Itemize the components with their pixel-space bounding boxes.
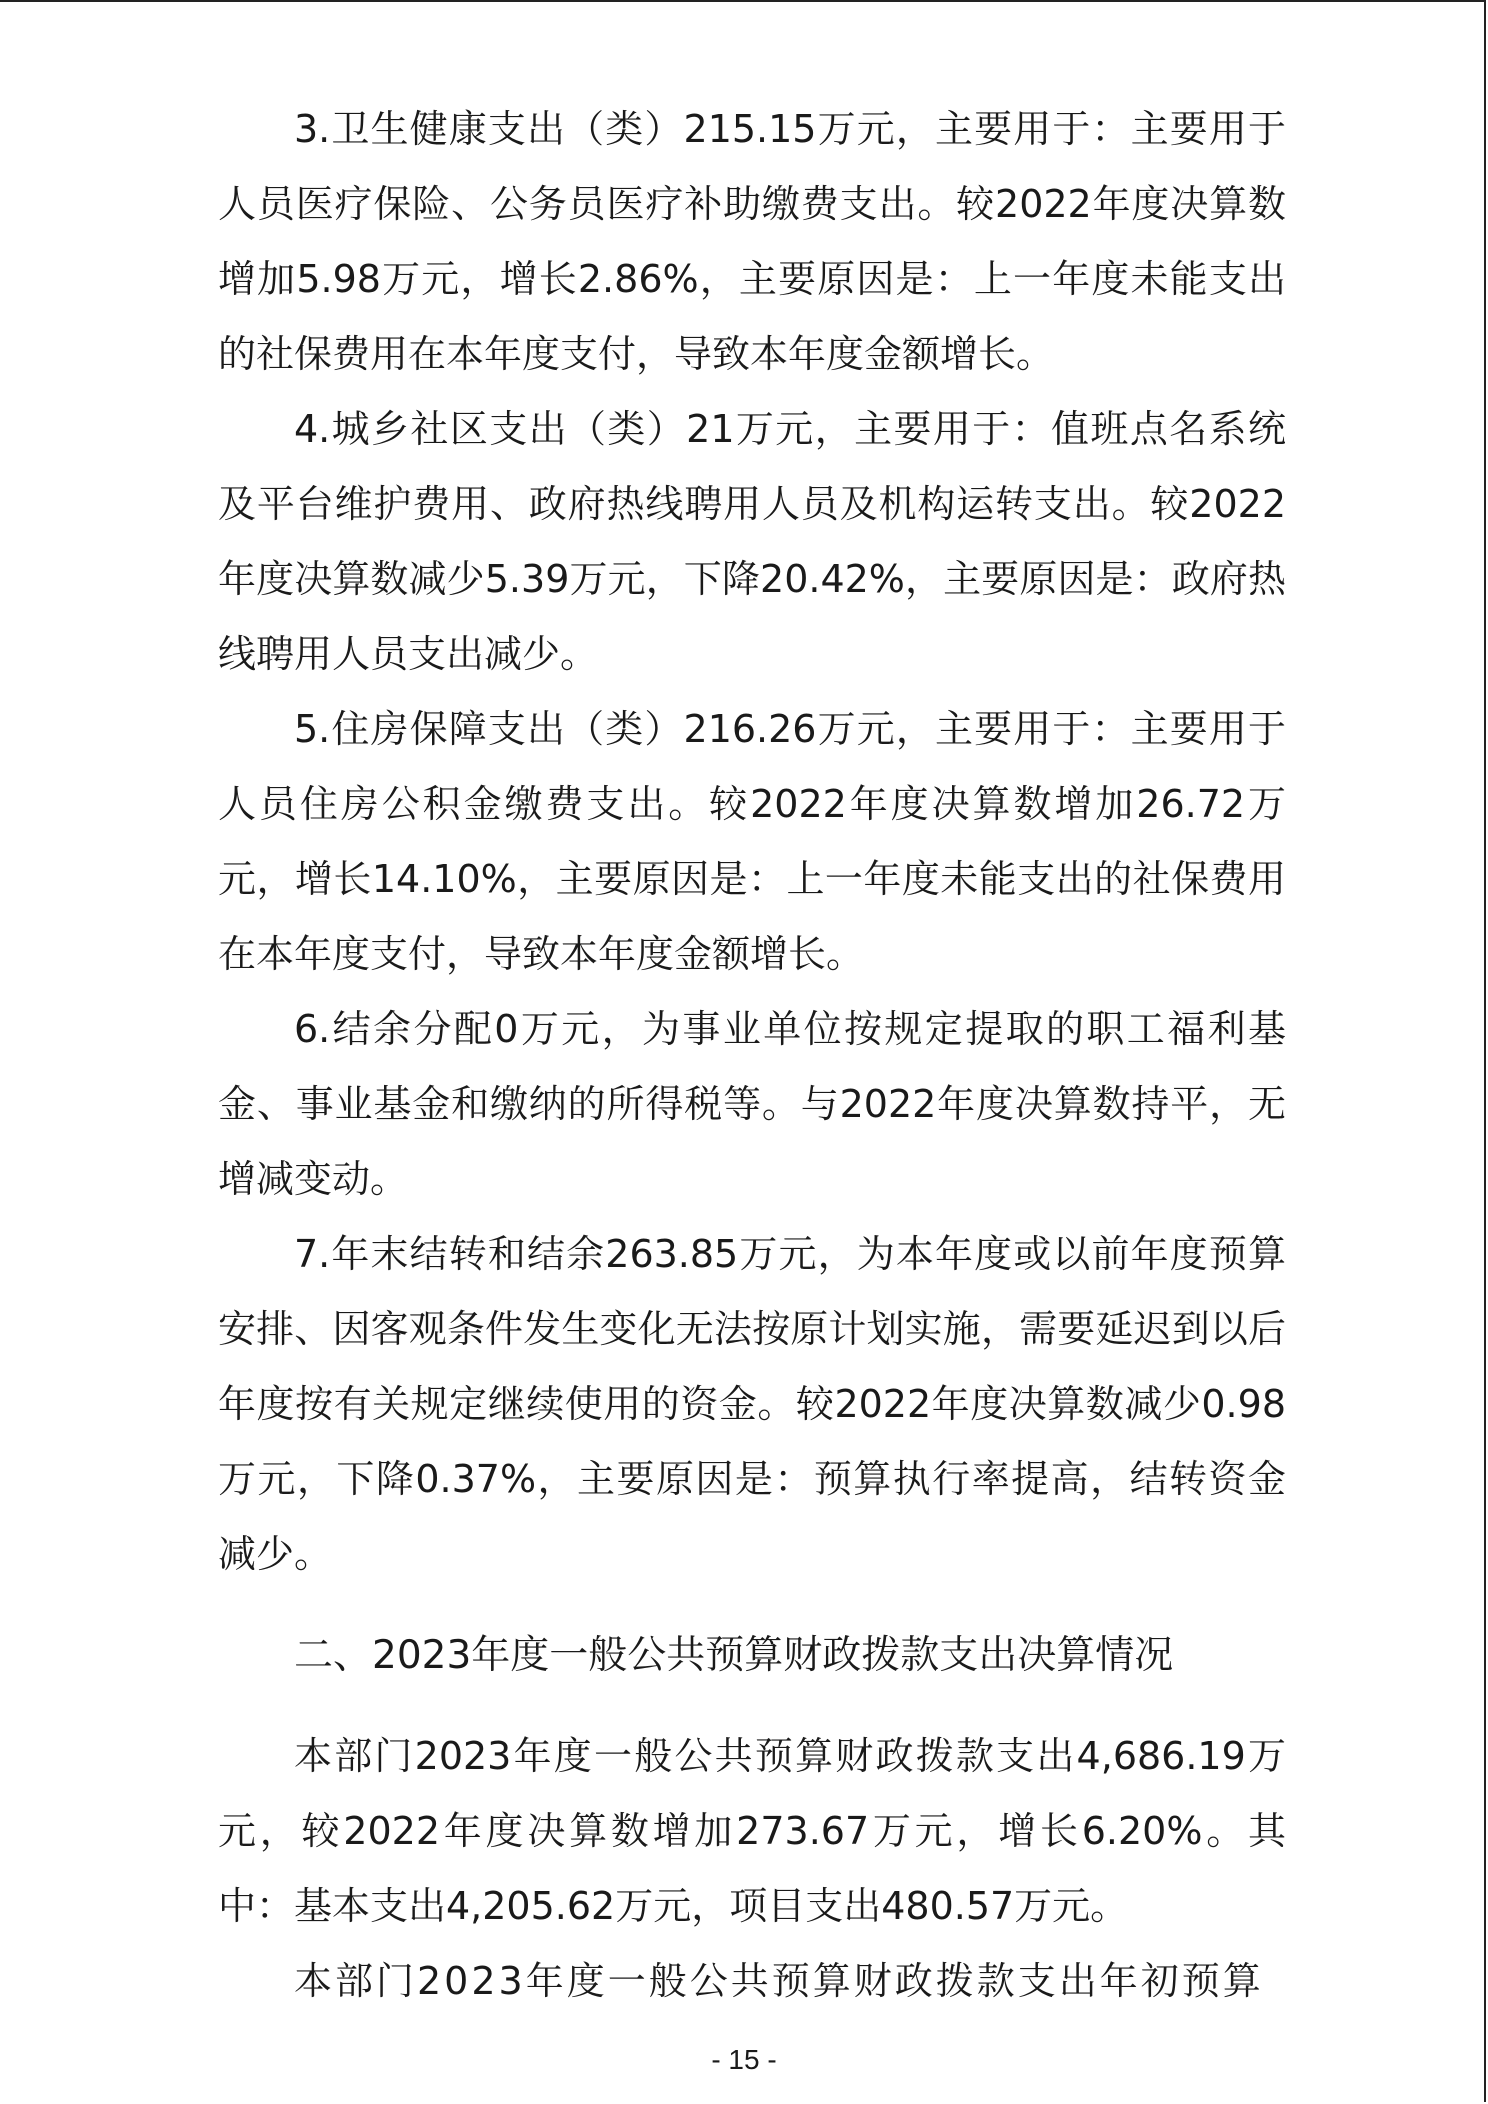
section-heading: 二、2023年度一般公共预算财政拨款支出决算情况 <box>294 1633 1174 1678</box>
paragraph-year-end-balance: 7.年末结转和结余263.85万元，为本年度或以前年度预算安排、因客观条件发生变化无法按原计划实施，需要延迟到以后年度按有关规定继续使用的资金。较2022年度决算数减少0.98万元，下降0.37%，主要原因是：预算执行率提高，结转资金减少。 <box>218 1232 1286 1576</box>
paragraph-urban-rural-expenditure: 4.城乡社区支出（类）21万元，主要用于：值班点名系统及平台维护费用、政府热线聘用人员及机构运转支出。较2022年度决算数减少5.39万元，下降20.42%，主要原因是：政府热线聘用人员支出减少。 <box>218 407 1286 676</box>
document-body <box>218 92 1286 2019</box>
paragraph-budget-summary: 本部门2023年度一般公共预算财政拨款支出4,686.19万元，较2022年度决算数增加273.67万元，增长6.20%。其中：基本支出4,205.62万元，项目支出480.57万元。 <box>218 1734 1286 1928</box>
paragraph-housing-expenditure: 5.住房保障支出（类）216.26万元，主要用于：主要用于人员住房公积金缴费支出。较2022年度决算数增加26.72万元，增长14.10%，主要原因是：上一年度未能支出的社保费用在本年度支付，导致本年度金额增长。 <box>218 707 1286 976</box>
paragraph-health-expenditure: 3.卫生健康支出（类）215.15万元，主要用于：主要用于人员医疗保险、公务员医疗补助缴费支出。较2022年度决算数增加5.98万元，增长2.86%，主要原因是：上一年度未能支出的社保费用在本年度支付，导致本年度金额增长。 <box>218 107 1286 376</box>
paragraph-surplus-distribution: 6.结余分配0万元，为事业单位按规定提取的职工福利基金、事业基金和缴纳的所得税等。与2022年度决算数持平，无增减变动。 <box>218 1007 1286 1201</box>
paragraph-budget-initial: 本部门2023年度一般公共预算财政拨款支出年初预算 <box>294 1959 1264 2003</box>
page-number: - 15 - <box>711 2044 777 2075</box>
